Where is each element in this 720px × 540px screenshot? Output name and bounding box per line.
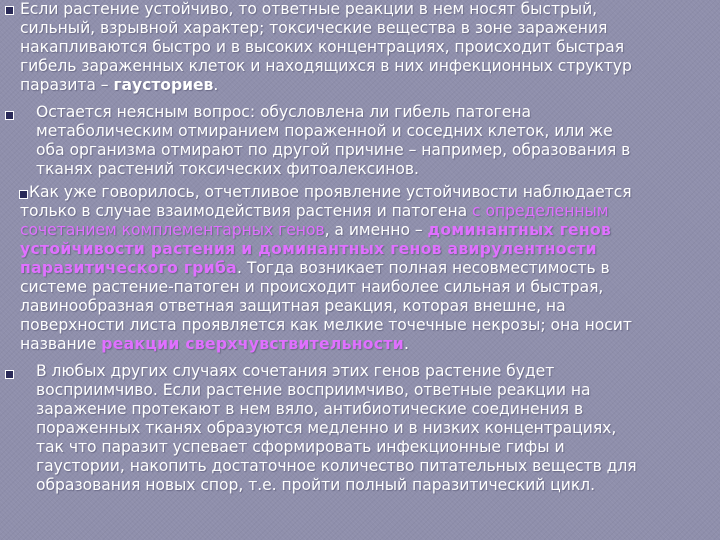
p2-line-2: метаболическим отмиранием пораженной и соседних клеток, или же bbox=[36, 122, 613, 140]
p4-line-7: образования новых спор, т.е. пройти полный паразитический цикл. bbox=[36, 476, 596, 494]
paragraph-2 bbox=[36, 103, 720, 179]
p4-line-3: заражение протекают в нем вяло, антибиотические соединения в bbox=[36, 400, 584, 418]
p3-line-3 bbox=[20, 221, 720, 240]
paragraph-3 bbox=[20, 183, 720, 354]
p4-line-5: так что паразит успевает сформировать инфекционные гифы и bbox=[36, 438, 565, 456]
p3-line-1-text: Как уже говорилось, отчетливое проявление устойчивости наблюдается bbox=[29, 183, 632, 201]
paragraph-1 bbox=[20, 0, 720, 95]
p1-line-1: Если растение устойчиво, то ответные реакции в нем носят быстрый, bbox=[20, 0, 598, 18]
p3-term-parasitic-fungus: паразитического гриба bbox=[20, 259, 237, 277]
p4-line-6: гаустории, накопить достаточное количество питательных веществ для bbox=[36, 457, 637, 475]
p2-line-1: Остается неясным вопрос: обусловлена ли гибель патогена bbox=[36, 103, 531, 121]
p3-line-9-before: название bbox=[20, 335, 102, 353]
p3-line-8: поверхности листа проявляется как мелкие точечные некрозы; она носит bbox=[20, 316, 632, 334]
p3-line-1 bbox=[20, 183, 720, 202]
p4-line-1: В любых других случаях сочетания этих генов растение будет bbox=[36, 362, 555, 380]
bullet-2-icon bbox=[5, 111, 14, 120]
p3-term-hypersensitivity: реакции сверхчувствительности bbox=[101, 335, 404, 353]
p3-highlight-complementary-genes: сочетанием комплементарных генов bbox=[20, 221, 325, 239]
p4-line-2: восприимчиво. Если растение восприимчиво, ответные реакции на bbox=[36, 381, 591, 399]
p1-line-2: сильный, взрывной характер; токсические вещества в зоне заражения bbox=[20, 19, 608, 37]
p4-line-4: пораженных тканях образуются медленно и в низких концентрациях, bbox=[36, 419, 617, 437]
p3-line-6: системе растение-патоген и происходит наиболее сильная и быстрая, bbox=[20, 278, 604, 296]
p1-term-haustoria: гаусториев bbox=[113, 76, 214, 94]
p2-line-4: тканях растений токсических фитоалексинов. bbox=[36, 160, 419, 178]
p1-line-5 bbox=[20, 76, 720, 95]
p3-line-2 bbox=[20, 202, 720, 221]
p3-term-resistance-avirulence: устойчивости растения и доминантных генов авирулентности bbox=[20, 240, 597, 258]
p1-line-5-after: . bbox=[213, 76, 219, 94]
bullet-1-icon bbox=[5, 6, 14, 15]
p3-highlight-defined: с определенным bbox=[472, 202, 609, 220]
p3-line-5 bbox=[20, 259, 720, 278]
bullet-4-icon bbox=[5, 370, 14, 379]
p1-line-3: накапливаются быстро и в высоких концентрациях, происходит быстрая bbox=[20, 38, 625, 56]
p3-line-9-after: . bbox=[403, 335, 409, 353]
p3-line-5-after: . Тогда возникает полная несовместимость в bbox=[237, 259, 610, 277]
p3-line-9 bbox=[20, 335, 720, 354]
p1-line-5-before: паразита – bbox=[20, 76, 114, 94]
p3-line-2-text: только в случае взаимодействия растения и патогена bbox=[20, 202, 473, 220]
p2-line-3: оба организма отмирают по другой причине – например, образования в bbox=[36, 141, 631, 159]
p3-line-7: лавинообразная ответная защитная реакция, которая внешне, на bbox=[20, 297, 566, 315]
p3-line-4 bbox=[20, 240, 720, 259]
paragraph-4 bbox=[36, 362, 720, 495]
p3-term-dominant-genes: доминантных генов bbox=[427, 221, 612, 239]
p1-line-4: гибель зараженных клеток и находящихся в них инфекционных структур bbox=[20, 57, 632, 75]
p3-line-3-mid: , а именно – bbox=[324, 221, 428, 239]
